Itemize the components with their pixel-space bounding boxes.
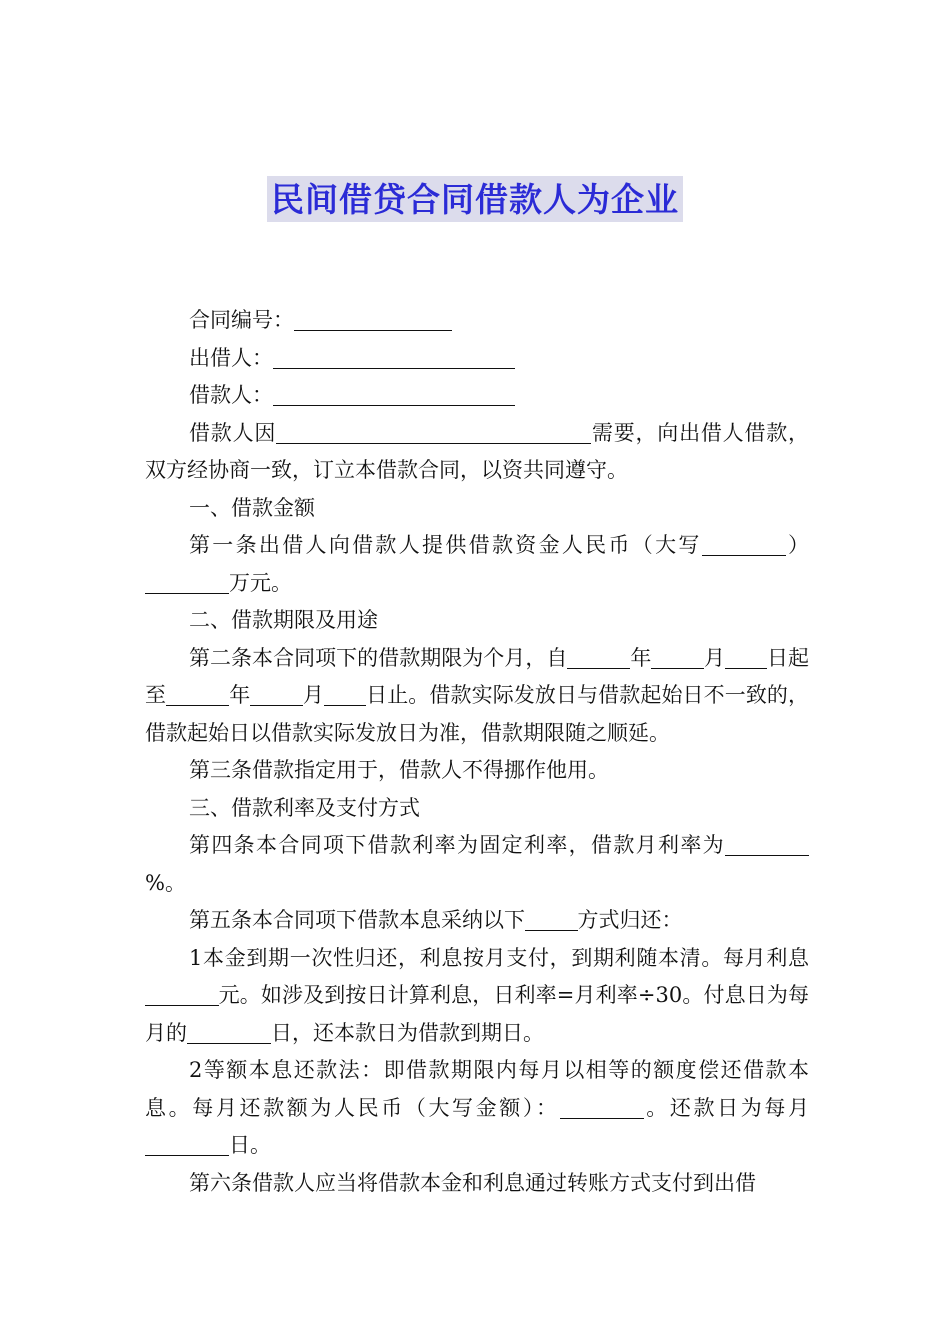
- paragraph-contract-no: [145, 302, 809, 340]
- blank-field: [702, 554, 786, 556]
- blank-field: [725, 854, 809, 856]
- text-run: 借款人因: [189, 420, 277, 445]
- text-run: 第五条本合同项下借款本息采纳以下: [189, 908, 525, 932]
- text-run: 第四条本合同项下借款利率为固定利率，借款月利率为: [189, 833, 725, 857]
- blank-field: [651, 666, 704, 668]
- blank-field: [166, 704, 229, 706]
- blank-field: [567, 666, 630, 668]
- text-run: 方式归还：: [577, 908, 683, 932]
- paragraph-reason: [145, 415, 809, 490]
- blank-field: [276, 441, 591, 443]
- text-run: 第六条借款人应当将借款本金和利息通过转账方式支付到出借: [189, 1170, 756, 1195]
- text-run: 第三条借款指定用于，借款人不得挪作他用。: [189, 758, 609, 782]
- text-run: 日起至: [145, 645, 810, 707]
- paragraph-section-2: [145, 602, 809, 640]
- blank-field: [273, 404, 515, 406]
- paragraph-article-4: [145, 827, 809, 902]
- text-run: 合同编号：: [189, 308, 294, 332]
- text-run: 一、借款金额: [189, 495, 315, 520]
- text-run: 。还款日为每月: [643, 1095, 810, 1120]
- paragraph-section-3: [145, 790, 809, 828]
- text-run: 月: [703, 645, 725, 670]
- blank-field: [273, 366, 515, 368]
- paragraph-article-1: [145, 527, 809, 602]
- text-run: 借款人：: [189, 383, 273, 407]
- text-run: 月: [302, 683, 325, 707]
- text-run: 元。如涉及到按日计算利息，日利率=月利率÷30。付息日为每月的: [145, 983, 809, 1045]
- paragraph-borrower: [145, 377, 809, 415]
- blank-field: [725, 666, 767, 668]
- text-run: %。: [145, 870, 186, 895]
- text-run: 2等额本息还款法：即借款期限内每月以相等的额度偿还借款本息。每月还款额为人民币（大写金额）：: [145, 1058, 809, 1120]
- paragraph-article-2: [145, 640, 809, 753]
- text-run: 二、借款期限及用途: [189, 608, 378, 632]
- text-run: 1本金到期一次性归还，利息按月支付，到期利随本清。每月利息: [189, 945, 809, 970]
- title-wrap: [0, 176, 950, 222]
- paragraph-section-1: [145, 490, 809, 528]
- paragraph-article-5: [145, 902, 809, 940]
- text-run: 年: [229, 683, 251, 707]
- text-run: 日。: [229, 1133, 271, 1157]
- text-run: 第二条本合同项下的借款期限为个月，自: [189, 645, 568, 670]
- document-title: 民间借贷合同借款人为企业: [267, 176, 683, 222]
- paragraph-article-6: [145, 1165, 809, 1203]
- blank-field: [250, 704, 303, 706]
- blank-field: [560, 1116, 644, 1118]
- text-run: 出借人：: [189, 345, 273, 370]
- blank-field: [145, 1004, 219, 1006]
- paragraph-lender: [145, 340, 809, 378]
- text-run: 日，还本款日为借款到期日。: [271, 1020, 544, 1045]
- blank-field: [187, 1041, 271, 1043]
- blank-field: [145, 1154, 229, 1156]
- text-run: 年: [630, 645, 652, 670]
- paragraph-article-3: [145, 752, 809, 790]
- document-body: [145, 302, 809, 1202]
- paragraph-method-2: [145, 1052, 809, 1165]
- text-run: 需要，向出借人借款，双方经协商一致，订立本借款合同，以资共同遵守。: [145, 420, 810, 482]
- blank-field: [145, 591, 229, 593]
- blank-field: [324, 704, 366, 706]
- text-run: 日止。借款实际发放日与借款起始日不一致的，借款起始日以借款实际发放日为准，借款期限随之顺延。: [145, 683, 810, 745]
- text-run: 第一条出借人向借款人提供借款资金人民币（大写: [189, 533, 702, 557]
- text-run: ）: [785, 533, 810, 557]
- paragraph-method-1: [145, 940, 809, 1053]
- blank-field: [294, 329, 452, 331]
- blank-field: [525, 929, 578, 931]
- text-run: 三、借款利率及支付方式: [189, 795, 420, 820]
- text-run: 万元。: [229, 570, 292, 595]
